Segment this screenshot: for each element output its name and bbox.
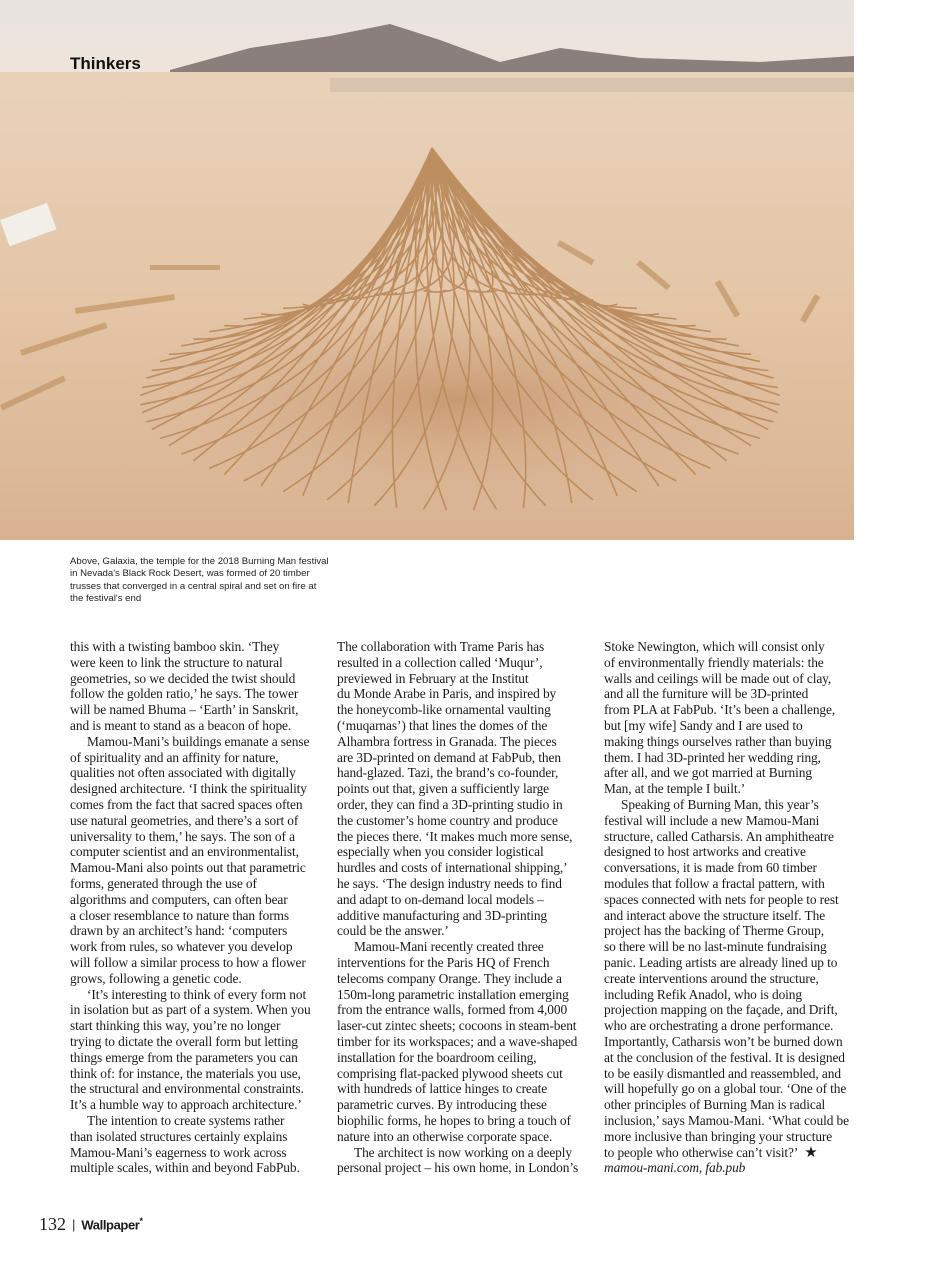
section-label: Thinkers [70, 54, 141, 73]
text-line [70, 686, 328, 702]
text-line [604, 702, 862, 718]
text-line [337, 860, 595, 876]
text-line-content: laser-cut zintec sheets; cocoons in steam-bent [337, 1018, 577, 1034]
text-line-content: personal project – his own home, in London’s [337, 1160, 579, 1176]
page-number: 132 [39, 1214, 66, 1234]
text-line [337, 655, 595, 671]
text-line-content: in isolation but as part of a system. When you [70, 1002, 311, 1018]
text-line [604, 734, 862, 750]
text-line [70, 750, 328, 766]
text-line-content: biophilic forms, he hopes to bring a touch of [337, 1112, 571, 1128]
text-line-content: designed to host artworks and creative [604, 844, 806, 860]
photo-caption: Above, Galaxia, the temple for the 2018 Burning Man festival in Nevada's Black Rock Desert, was formed of 20 timber trusses that converged in a central spiral and set on fire at the festival's end [70, 556, 329, 604]
text-line [604, 765, 862, 781]
text-line-content: of spirituality and an affinity for nature, [70, 749, 279, 765]
text-line-content: Stoke Newington, which will consist only [604, 639, 825, 654]
magazine-brand [81, 1216, 142, 1232]
text-line [70, 908, 328, 924]
text-line-content: structure, called Catharsis. An amphitheatre [604, 828, 834, 844]
text-line [337, 1160, 595, 1176]
text-line-content: a closer resemblance to nature than forms [70, 907, 289, 923]
text-line [604, 908, 862, 924]
text-line-content: Importantly, Catharsis won’t be burned down [604, 1033, 843, 1049]
text-line [337, 923, 595, 939]
text-line-content: follow the golden ratio,’ he says. The tower [70, 686, 299, 702]
text-line [604, 987, 862, 1003]
text-line [337, 797, 595, 813]
text-line [604, 813, 862, 829]
text-line [70, 1034, 328, 1050]
text-line [70, 655, 328, 671]
text-line-content: including Refik Anadol, who is doing [604, 986, 802, 1002]
text-line [604, 1129, 862, 1145]
text-line-content: them. I had 3D-printed her wedding ring, [604, 749, 821, 765]
text-line [337, 1066, 595, 1082]
text-line-content: hand-glazed. Tazi, the brand’s co-founder, [337, 765, 559, 781]
text-line [337, 1034, 595, 1050]
footer-separator: | [72, 1217, 76, 1232]
text-line-content: interventions for the Paris HQ of French [337, 954, 550, 970]
text-line [337, 829, 595, 845]
text-line-content: qualities not often associated with digitally [70, 765, 296, 781]
text-line [70, 1113, 328, 1129]
text-line-content: points out that, given a sufficiently large [337, 781, 550, 797]
text-line-content: the pieces there. ‘It makes much more sense, [337, 828, 573, 844]
text-line-content: after all, and we got married at Burning [604, 765, 812, 781]
article-column-1 [70, 639, 328, 1176]
text-line-content: will follow a similar process to how a flower [70, 954, 306, 970]
text-line [337, 1081, 595, 1097]
text-line [337, 844, 595, 860]
text-line [604, 655, 862, 671]
text-line-content: the honeycomb-like ornamental vaulting [337, 702, 551, 718]
text-line-content: projection mapping on the façade, and Drift, [604, 1002, 838, 1018]
text-line-content: to be easily dismantled and reassembled, and [604, 1065, 841, 1081]
text-line [337, 1145, 595, 1161]
text-line [337, 955, 595, 971]
text-line [70, 718, 328, 734]
text-line [337, 734, 595, 750]
text-line [70, 923, 328, 939]
text-line [337, 1097, 595, 1113]
text-line-content: grows, following a genetic code. [70, 970, 242, 986]
text-line [604, 671, 862, 687]
text-line [604, 1097, 862, 1113]
text-line-content: modules that follow a fractal pattern, with [604, 875, 825, 891]
text-line-content: universality to them,’ he says. The son of a [70, 828, 295, 844]
text-line-content: inclusion,’ says Mamou-Mani. ‘What could be [604, 1112, 849, 1128]
text-line-content: but [my wife] Sandy and I are used to [604, 717, 803, 733]
text-line-content: forms, generated through the use of [70, 875, 257, 891]
text-line-content: comprising flat-packed plywood sheets cut [337, 1065, 563, 1081]
text-line-content: use natural geometries, and there’s a sort of [70, 812, 299, 828]
text-line-content: computer scientist and an environmentalist, [70, 844, 299, 860]
text-line [604, 955, 862, 971]
text-line-content: hurdles and costs of international shipping,’ [337, 860, 568, 876]
text-line-content: this with a twisting bamboo skin. ‘They [70, 639, 280, 654]
text-line-content: he says. ‘The design industry needs to find [337, 875, 562, 891]
text-line [337, 987, 595, 1003]
text-line [604, 1018, 862, 1034]
text-line-content: will be named Bhuma – ‘Earth’ in Sanskrit, [70, 702, 299, 718]
text-line [70, 860, 328, 876]
text-line-content: The architect is now working on a deeply [354, 1144, 572, 1160]
text-line-content: were keen to link the structure to natural [70, 654, 283, 670]
text-line [70, 781, 328, 797]
text-line [70, 844, 328, 860]
text-line-content: walls and ceilings will be made out of clay, [604, 670, 832, 686]
text-line [337, 1050, 595, 1066]
text-line-content: algorithms and computers, can often bear [70, 891, 288, 907]
text-line-content: and all the furniture will be 3D-printed [604, 686, 809, 702]
text-line [337, 686, 595, 702]
text-line-content: spaces connected with nets for people to rest [604, 891, 839, 907]
text-line [337, 1113, 595, 1129]
text-line [70, 765, 328, 781]
text-line [337, 718, 595, 734]
text-line-content: designed architecture. ‘I think the spirituality [70, 781, 307, 797]
text-line-content: with hundreds of lattice hinges to create [337, 1081, 548, 1097]
text-line [604, 844, 862, 860]
text-line-content: ‘It’s interesting to think of every form not [87, 986, 307, 1002]
text-line [337, 876, 595, 892]
text-line-content: Mamou-Mani’s eagerness to work across [70, 1144, 287, 1160]
text-line [70, 892, 328, 908]
text-line-content: previewed in February at the Institut [337, 670, 529, 686]
text-line [604, 971, 862, 987]
text-line [337, 702, 595, 718]
text-line-content: from the entrance walls, formed from 4,000 [337, 1002, 568, 1018]
text-line [70, 702, 328, 718]
text-line [337, 765, 595, 781]
text-line-content: installation for the boardroom ceiling, [337, 1049, 537, 1065]
text-line [337, 671, 595, 687]
text-line-content: things emerge from the parameters you can [70, 1049, 298, 1065]
text-line-content: 150m-long parametric installation emerging [337, 986, 569, 1002]
page-footer [39, 1214, 143, 1235]
text-line-content: start thinking this way, you’re no longer [70, 1018, 281, 1034]
text-line [70, 1129, 328, 1145]
text-line-content: think of: for instance, the materials you use, [70, 1065, 301, 1081]
text-line-content: than isolated structures certainly explains [70, 1128, 288, 1144]
text-line-content: from PLA at FabPub. ‘It’s been a challenge, [604, 702, 836, 718]
text-line [337, 908, 595, 924]
text-line-content: comes from the fact that sacred spaces often [70, 796, 303, 812]
text-line-content: It’s a humble way to approach architecture.’ [70, 1097, 302, 1113]
text-line-content: Alhambra fortress in Granada. The pieces [337, 733, 557, 749]
text-line [70, 987, 328, 1003]
text-line-content: the structural and environmental constraints. [70, 1081, 304, 1097]
text-line [604, 1050, 862, 1066]
text-line [604, 1081, 862, 1097]
text-line [70, 639, 328, 655]
text-line-content: geometries, so we decided the twist should [70, 670, 296, 686]
text-line [604, 750, 862, 766]
text-line-content: Mamou-Mani also points out that parametric [70, 860, 306, 876]
text-line-content: the customer’s home country and produce [337, 812, 558, 828]
text-line-content: so there will be no last-minute fundraising [604, 939, 827, 955]
text-line [70, 1160, 328, 1176]
text-line-content: could be the answer.’ [337, 923, 449, 939]
text-line [604, 686, 862, 702]
text-line-content: timber for its workspaces; and a wave-shaped [337, 1033, 578, 1049]
text-line-content: at the conclusion of the festival. It is designed [604, 1049, 845, 1065]
text-line-content: multiple scales, within and beyond FabPub. [70, 1160, 300, 1176]
article-column-3 [604, 639, 862, 1176]
text-line [604, 1066, 862, 1082]
text-line [604, 797, 862, 813]
text-line [70, 1066, 328, 1082]
text-line [604, 1002, 862, 1018]
text-line [70, 955, 328, 971]
text-line [337, 971, 595, 987]
text-line-content: trying to dictate the overall form but letting [70, 1033, 298, 1049]
text-line [70, 734, 328, 750]
text-line-content: to people who otherwise can’t visit?’ [604, 1144, 799, 1160]
text-line-content: making things ourselves rather than buying [604, 733, 832, 749]
text-line-content: panic. Leading artists are already lined up to [604, 954, 838, 970]
text-line-content: Mamou-Mani recently created three [354, 939, 544, 955]
text-line [70, 813, 328, 829]
text-line [604, 923, 862, 939]
text-line [604, 1113, 862, 1129]
text-line-content: are 3D-printed on demand at FabPub, then [337, 749, 561, 765]
article-column-2 [337, 639, 595, 1176]
text-line-content: The intention to create systems rather [87, 1112, 285, 1128]
text-line [337, 939, 595, 955]
text-line-content: who are orchestrating a drone performance. [604, 1018, 834, 1034]
text-line [337, 639, 595, 655]
text-line [604, 1142, 862, 1161]
text-line [70, 671, 328, 687]
text-line [70, 1145, 328, 1161]
end-mark-star-icon: ★ [804, 1142, 818, 1161]
text-line [70, 939, 328, 955]
text-line-content: order, they can find a 3D-printing studio in [337, 796, 563, 812]
text-line [70, 829, 328, 845]
text-line-content: especially when you consider logistical [337, 844, 544, 860]
text-line [70, 1081, 328, 1097]
text-line [604, 781, 862, 797]
website-credit: mamou-mani.com, fab.pub [604, 1160, 746, 1176]
text-line [70, 1097, 328, 1113]
text-line [70, 1002, 328, 1018]
text-line-content: parametric curves. By introducing these [337, 1097, 547, 1113]
text-line [70, 1018, 328, 1034]
brand-asterisk: * [139, 1216, 143, 1227]
text-line-content: Man, at the temple I built.’ [604, 781, 746, 797]
text-line-content: create interventions around the structure, [604, 970, 819, 986]
text-line-content: and is meant to stand as a beacon of hope. [70, 717, 292, 733]
text-line [604, 860, 862, 876]
text-line [604, 892, 862, 908]
text-line [337, 892, 595, 908]
text-line-content: Mamou-Mani’s buildings emanate a sense [87, 733, 310, 749]
text-line-content: The collaboration with Trame Paris has [337, 639, 545, 654]
text-line [337, 1129, 595, 1145]
text-line-content: of environmentally friendly materials: the [604, 654, 824, 670]
text-line [337, 1002, 595, 1018]
text-line [70, 1050, 328, 1066]
text-line [604, 876, 862, 892]
text-line [70, 876, 328, 892]
text-line-content: festival will include a new Mamou-Mani [604, 812, 820, 828]
text-line-content: Speaking of Burning Man, this year’s [621, 796, 819, 812]
text-line-content: work from rules, so whatever you develop [70, 939, 293, 955]
text-line [604, 939, 862, 955]
text-line [604, 718, 862, 734]
text-line [337, 1018, 595, 1034]
text-line [604, 1034, 862, 1050]
text-line-content: additive manufacturing and 3D-printing [337, 907, 548, 923]
text-line [604, 829, 862, 845]
text-line-content: and interact above the structure itself. The [604, 907, 826, 923]
text-line-content: drawn by an architect’s hand: ‘computers [70, 923, 288, 939]
text-line [70, 797, 328, 813]
hero-photo-galaxia-temple [0, 0, 854, 540]
brand-name: Wallpaper [81, 1217, 140, 1233]
text-line-content: (‘muqarnas’) that lines the domes of the [337, 717, 548, 733]
text-line-content: telecoms company Orange. They include a [337, 970, 562, 986]
text-line-content: project has the backing of Therme Group, [604, 923, 824, 939]
text-line-content: nature into an otherwise corporate space. [337, 1128, 553, 1144]
text-line-content: and adapt to on-demand local models – [337, 891, 544, 907]
text-line-content: conversations, it is made from 60 timber [604, 860, 817, 876]
text-line [70, 971, 328, 987]
text-line-content: more inclusive than bringing your structure [604, 1128, 833, 1144]
text-line [337, 750, 595, 766]
text-line [337, 781, 595, 797]
text-line-content: du Monde Arabe in Paris, and inspired by [337, 686, 557, 702]
text-line-content: will hopefully go on a global tour. ‘One of the [604, 1081, 847, 1097]
text-line [337, 813, 595, 829]
text-line-content: resulted in a collection called ‘Muqur’, [337, 654, 543, 670]
text-line [604, 639, 862, 655]
text-line-content: other principles of Burning Man is radical [604, 1097, 826, 1113]
